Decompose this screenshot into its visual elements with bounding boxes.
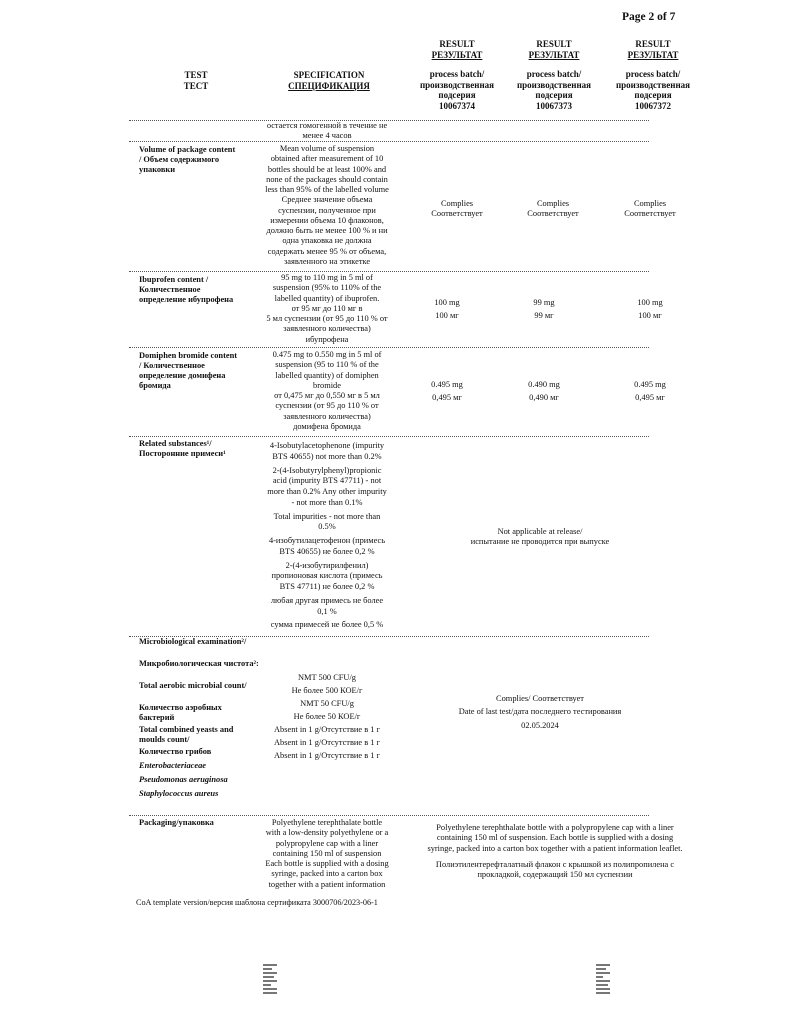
result-packaging: Polyethylene terephthalate bottle with a polypropylene cap with a liner containing 150 ml of suspension. Each bottle is supplied with a dosing syringe, packed into a carton box together with a patient information leaflet. Полиэтилентерефталатный флакон с крышкой из полипропилена с прокладкой, содержащий 150 мл суспензии [427,823,683,879]
micro-label: Количество грибов [139,747,212,756]
spec-domiphen: 0.475 mg to 0.550 mg in 5 ml of suspension (95 to 110 % of the labelled quantity) of domiphen bromide от 0,475 мг до 0,550 мг в 5 мл суспензии (от 95 до 110 % от заявленного количества) домифена бромида [272,350,382,431]
micro-label: Количество аэробных бактерий [139,703,222,722]
result-domiphen-col-1: 0.495 mg 0,495 мг [431,380,463,403]
initials-stamp-icon [596,962,610,1006]
test-volume-label: Volume of package content / Объем содержимого упаковки [139,145,236,174]
micro-label: Total combined yeasts and moulds count/ [139,725,234,744]
result-volume-col-2: Complies Соответствует [527,199,579,219]
footer-template-version: CoA template version/версия шаблона сертификата 3000706/2023-06-1 [136,898,378,907]
micro-label: Total aerobic microbial count/ [139,681,247,690]
test-related-substances-label: Related substances¹/ Посторонние примеси¹ [139,439,226,458]
row-separator [129,436,649,437]
spec-related-substances: 4-Isobutylacetophenone (impurity BTS 40655) not more than 0.2% 2-(4-Isobutyrylphenyl)propionic acid (impurity BTS 47711) - not more than 0.2% Any other impurity - not more than 0.1% Total impurities - not more than 0.5% 4-изобутилацетофенон (примесь BTS 40655) не более 0,2 % 2-(4-изобутирилфенил) пропионовая кислота (примесь BTS 47711) не более 0,2 % любая другая примесь не более 0,1 % сумма примесей не более 0,5 % [267,441,387,630]
result-ibuprofen-col-2: 99 mg 99 мг [533,298,555,321]
initials-stamp-icon [263,962,277,1006]
result-ibuprofen-col-3: 100 mg 100 мг [637,298,663,321]
result-microbiological: Complies/ Соответствует Date of last test/дата последнего тестирования 02.05.2024 [458,694,622,730]
spec-carry-over: остается гомогенной в течение не менее 4 часов [266,121,388,141]
spec-volume: Mean volume of suspension obtained after measurement of 10 bottles should be at least 100% and none of the packages should contain less than 95% of the labelled volume Среднее значение объема суспензии, полученное при измерении объема 10 флаконов, должно быть не менее 100 % и ни одна упаковка не должна содержать менее 95 % от объема, заявленного на этикетке [265,144,389,266]
header-specification: SPECIFICATION СПЕЦИФИКАЦИЯ [288,70,370,91]
result-domiphen-col-2: 0.490 mg 0,490 мг [528,380,560,403]
result-volume-col-3: Complies Соответствует [624,199,676,219]
row-separator [129,347,649,348]
micro-label: Микробиологическая чистота²: [139,659,259,668]
page-number: Page 2 of 7 [622,11,676,23]
test-ibuprofen-label: Ibuprofen content / Количественное определение ибупрофена [139,275,234,304]
result-domiphen-col-3: 0.495 mg 0,495 мг [634,380,666,403]
result-related-substances: Not applicable at release/ испытание не проводится при выпуске [470,527,610,547]
header-result-col-3: RESULT РЕЗУЛЬТАТ process batch/ производственная подсерия 10067372 [615,39,691,112]
micro-label: Enterobacteriaceae [139,761,206,770]
test-domiphen-label: Domiphen bromide content / Количественное определение домифена бромида [139,351,238,390]
row-separator [129,271,649,272]
result-volume-col-1: Complies Соответствует [431,199,483,219]
header-test: TEST ТЕСТ [183,70,209,91]
spec-ibuprofen: 95 mg to 110 mg in 5 ml of suspension (95% to 110% of the labelled quantity) of ibuprofen. от 95 мг до 110 мг в 5 мл суспензии (от 95 до 110 % от заявленного количества) ибупрофена [266,273,388,344]
header-result-col-2: RESULT РЕЗУЛЬТАТ process batch/ производственная подсерия 10067373 [516,39,592,112]
spec-packaging: Polyethylene terephthalate bottle with a low-density polyethylene or a polypropylene cap with a liner containing 150 ml of suspension Each bottle is supplied with a dosing syringe, packed into a carton box together with a patient information [265,818,389,889]
micro-label: Pseudomonas aeruginosa [139,775,228,784]
row-separator [129,815,649,816]
micro-label: Microbiological examination²/ [139,637,247,646]
micro-label: Staphylococcus aureus [139,789,219,798]
test-microbiological-label [139,637,259,803]
test-packaging-label: Packaging/упаковка [139,818,214,827]
spec-microbiological: NMT 500 CFU/g Не более 500 КОЕ/г NMT 50 CFU/g Не более 50 КОЕ/г Absent in 1 g/Отсутствие в 1 г Absent in 1 g/Отсутствие в 1 г Absent in 1 g/Отсутствие в 1 г [274,673,380,761]
header-result-col-1: RESULT РЕЗУЛЬТАТ process batch/ производственная подсерия 10067374 [419,39,495,112]
result-ibuprofen-col-1: 100 mg 100 мг [434,298,460,321]
